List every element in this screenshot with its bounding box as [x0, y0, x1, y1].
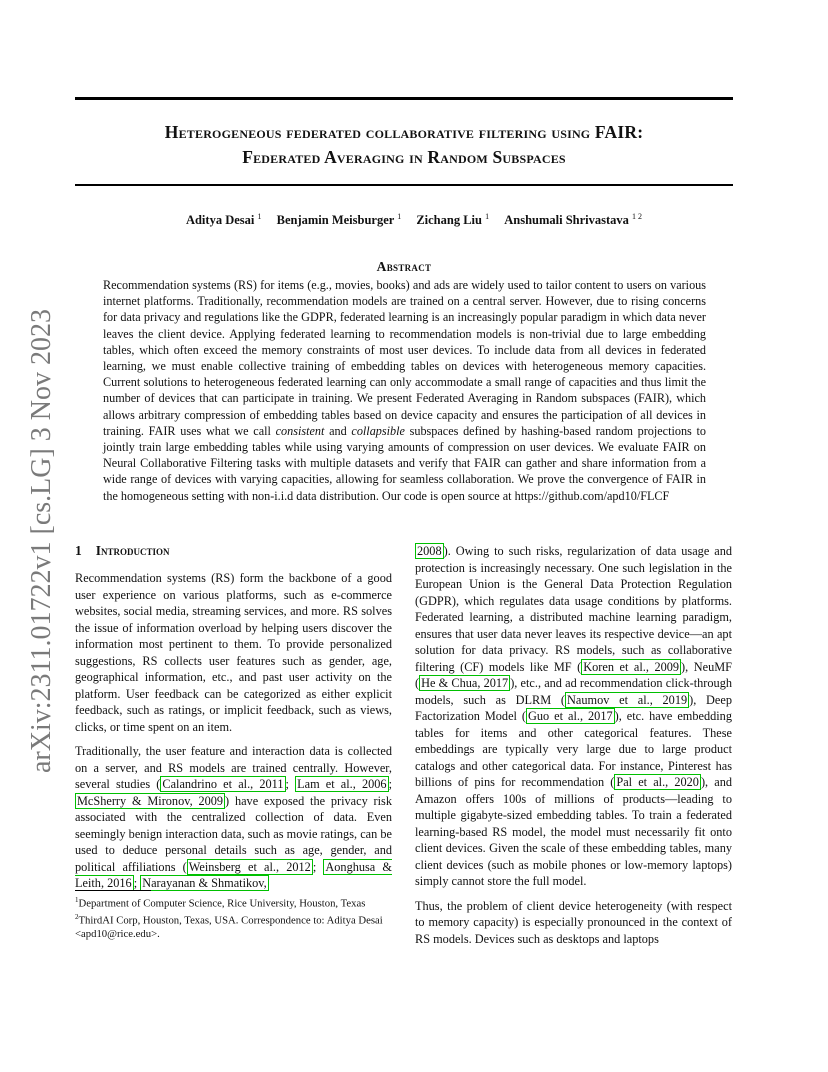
author-affiliation: 1 2	[632, 212, 643, 221]
abstract-text: subspaces defined by hashing-based random projections to jointly train large embedding tables while using varying amounts of compression on user devices. We evaluate FAIR on Neural Collaborative Filtering tasks with multiple datasets and verify that FAIR can gather and share information from a wide range of devices with varying capacities, allowing for seamless collaboration. We prove the convergence of FAIR in the homogeneous setting with non-i.i.d data distribution. Our code is open source at	[103, 423, 706, 503]
paragraph: Recommendation systems (RS) form the backbone of a good user experience on various platforms, such as e-commerce websites, social media, streaming services, and more. RS solves the issue of information overload by helping users discover the information most pertinent to them. To provide personalized suggestions, RS collects user features such as gender, age, geographical information, etc., and past user activity on the platform. User feedback can be categorized as either explicit feedback, such as ratings, or implicit feedback, such as views, clicks, or time spent on an item.	[75, 571, 392, 734]
title-line-1-emph: FAIR:	[594, 122, 644, 142]
section-title: Introduction	[95, 543, 170, 558]
citation-link[interactable]: McSherry & Mironov, 2009	[77, 793, 224, 808]
paper-title	[75, 120, 733, 170]
paragraph: Traditionally, the user feature and interaction data is collected on a server, and RS models are trained centrally. However, several studies ( Calandrino et al., 2011 ; Lam et al., 2006 ; McSherry & Mironov, 2009 ) have exposed the privacy risk associated with the centralized collection of data. Even seemingly benign interaction data, such as movie ratings, can be used to deduce personal details such as age, gender, and political affiliations ( Weinsberg et al., 2012 ; Aonghusa & Leith, 2016 ; Narayanan & Shmatikov,	[75, 744, 392, 890]
abstract-heading: Abstract	[376, 259, 432, 274]
paragraph-text: Traditionally, the user feature and interaction data is collected on a server, and RS models are trained centrally. However, several studies (	[75, 744, 392, 791]
abstract-body	[103, 277, 706, 504]
arxiv-watermark: arXiv:2311.01722v1 [cs.LG] 3 Nov 2023	[26, 308, 57, 773]
section-number: 1	[75, 543, 82, 558]
code-repository-link[interactable]: https://github.com/apd10/FLCF	[514, 488, 670, 503]
paragraph-text: ), etc. have embedding tables for items and other categorical features. These embeddings are typically very large due to large product catalogs and other categorical data. For instance, Pinterest has billions of pins for recommendation (	[415, 709, 732, 789]
paragraph	[415, 543, 732, 890]
title-bottom-rule	[75, 184, 733, 186]
citation-link[interactable]: Naumov et al., 2019	[567, 692, 688, 707]
citation-link[interactable]: Narayanan & Shmatikov,	[142, 876, 267, 890]
author-name: Anshumali Shrivastava	[504, 213, 629, 228]
title-line-1	[75, 120, 733, 145]
paragraph-text: ), Deep Factorization Model (	[415, 692, 732, 723]
paragraph-text: ), etc., and ad recommendation click-through models, such as DLRM (	[415, 676, 732, 707]
author-list	[0, 212, 828, 228]
author	[504, 213, 642, 227]
author-name: Zichang Liu	[416, 213, 482, 228]
author-name: Benjamin Meisburger	[276, 213, 395, 228]
footnote	[75, 894, 392, 941]
citation-link[interactable]: Lam et al., 2006	[297, 777, 387, 791]
author	[416, 213, 489, 227]
citation-link[interactable]: Guo et al., 2017	[528, 709, 613, 723]
citation-link[interactable]: Aonghusa & Leith, 2016	[75, 859, 392, 890]
author	[277, 213, 402, 227]
footnote-text: Department of Computer Science, Rice University, Houston, Texas	[78, 897, 366, 910]
footnote-mark: 1	[75, 896, 79, 904]
footnote-text: ThirdAI Corp, Houston, Texas, USA. Correspondence to: Aditya Desai <apd10@rice.edu>.	[75, 914, 383, 940]
author-affiliation: 1	[397, 212, 402, 221]
abstract-emphasis: consistent	[275, 423, 325, 438]
paragraph-text: ), and Amazon offers 100s of millions of products—leading to multiple gigabyte-sized embedding tables. To train a federated learning-based RS model, the model must necessarily fit onto client devices. Given the scale of these embedding tables, many client devices (such as mobile phones or low-memory laptops) simply cannot store the full model.	[415, 775, 733, 888]
title-top-rule	[75, 97, 733, 100]
citation-link[interactable]: He & Chua, 2017	[421, 676, 509, 690]
title-line-1-text: Heterogeneous federated collaborative filtering using	[164, 122, 595, 142]
abstract-text: Recommendation systems (RS) for items (e.g., movies, books) and ads are widely used to tailor content to users on various internet platforms. Traditionally, recommendation models are trained on a central server. However, due to rising concerns for data privacy and regulations like the GDPR, federated learning is an increasingly popular paradigm in which data never leaves the client device. Applying federated learning to recommendation models is non-trivial due to large embedding tables, which often exceed the memory constraints of most user devices. To include data from all devices in federated learning, we must enable collective training of embedding tables on devices with heterogeneous memory capacities. Current solutions to heterogeneous federated learning can only accommodate a small range of capacities and thus limit the number of devices that can participate in training. We present Federated Averaging in Random subspaces (FAIR), which allows arbitrary compression of embedding tables based on device capacity and ensures the participation of all devices in training. FAIR uses what we call	[103, 278, 706, 438]
paragraph-text: ). Owing to such risks, regularization of data usage and protection is increasingly necessary. One such legislation in the European Union is the General Data Protection Regulation (GDPR), which regulates data usage conditions by platforms. Federated learning, a distributed machine learning paradigm, ensures that user data never leaves its respective device—an apt solution for data privacy. RS models, such as collaborative filtering (CF) models like MF (	[415, 544, 732, 674]
paragraph-text: ) have exposed the privacy risk associated with the centralized collection of data. Even seemingly benign interaction data, such as movie ratings, can be used to deduce personal details such as age, gender, and political affiliations (	[75, 793, 392, 874]
author	[186, 213, 262, 227]
left-column	[75, 570, 392, 900]
author-affiliation: 1	[257, 212, 262, 221]
section-heading-introduction	[75, 543, 170, 559]
citation-link[interactable]: Calandrino et al., 2011	[162, 777, 284, 791]
paragraph-text: ), NeuMF (	[415, 659, 732, 690]
paragraph: Thus, the problem of client device heterogeneity (with respect to memory capacity) is especially pronounced in the context of RS models. Devices such as desktops and laptops	[415, 898, 732, 946]
footnote-rule	[75, 890, 151, 891]
right-column	[415, 543, 732, 955]
footnote-mark: 2	[75, 912, 79, 921]
citation-link[interactable]: Weinsberg et al., 2012	[188, 859, 311, 874]
citation-link[interactable]: Koren et al., 2009	[583, 659, 680, 674]
abstract-emphasis: collapsible	[351, 423, 405, 438]
title-line-2: Federated Averaging in Random Subspaces	[242, 147, 566, 167]
citation-link[interactable]: 2008	[417, 544, 442, 558]
author-name: Aditya Desai	[185, 213, 255, 228]
author-affiliation: 1	[485, 212, 490, 221]
abstract-text: and	[324, 423, 352, 438]
citation-link[interactable]: Pal et al., 2020	[616, 775, 699, 789]
